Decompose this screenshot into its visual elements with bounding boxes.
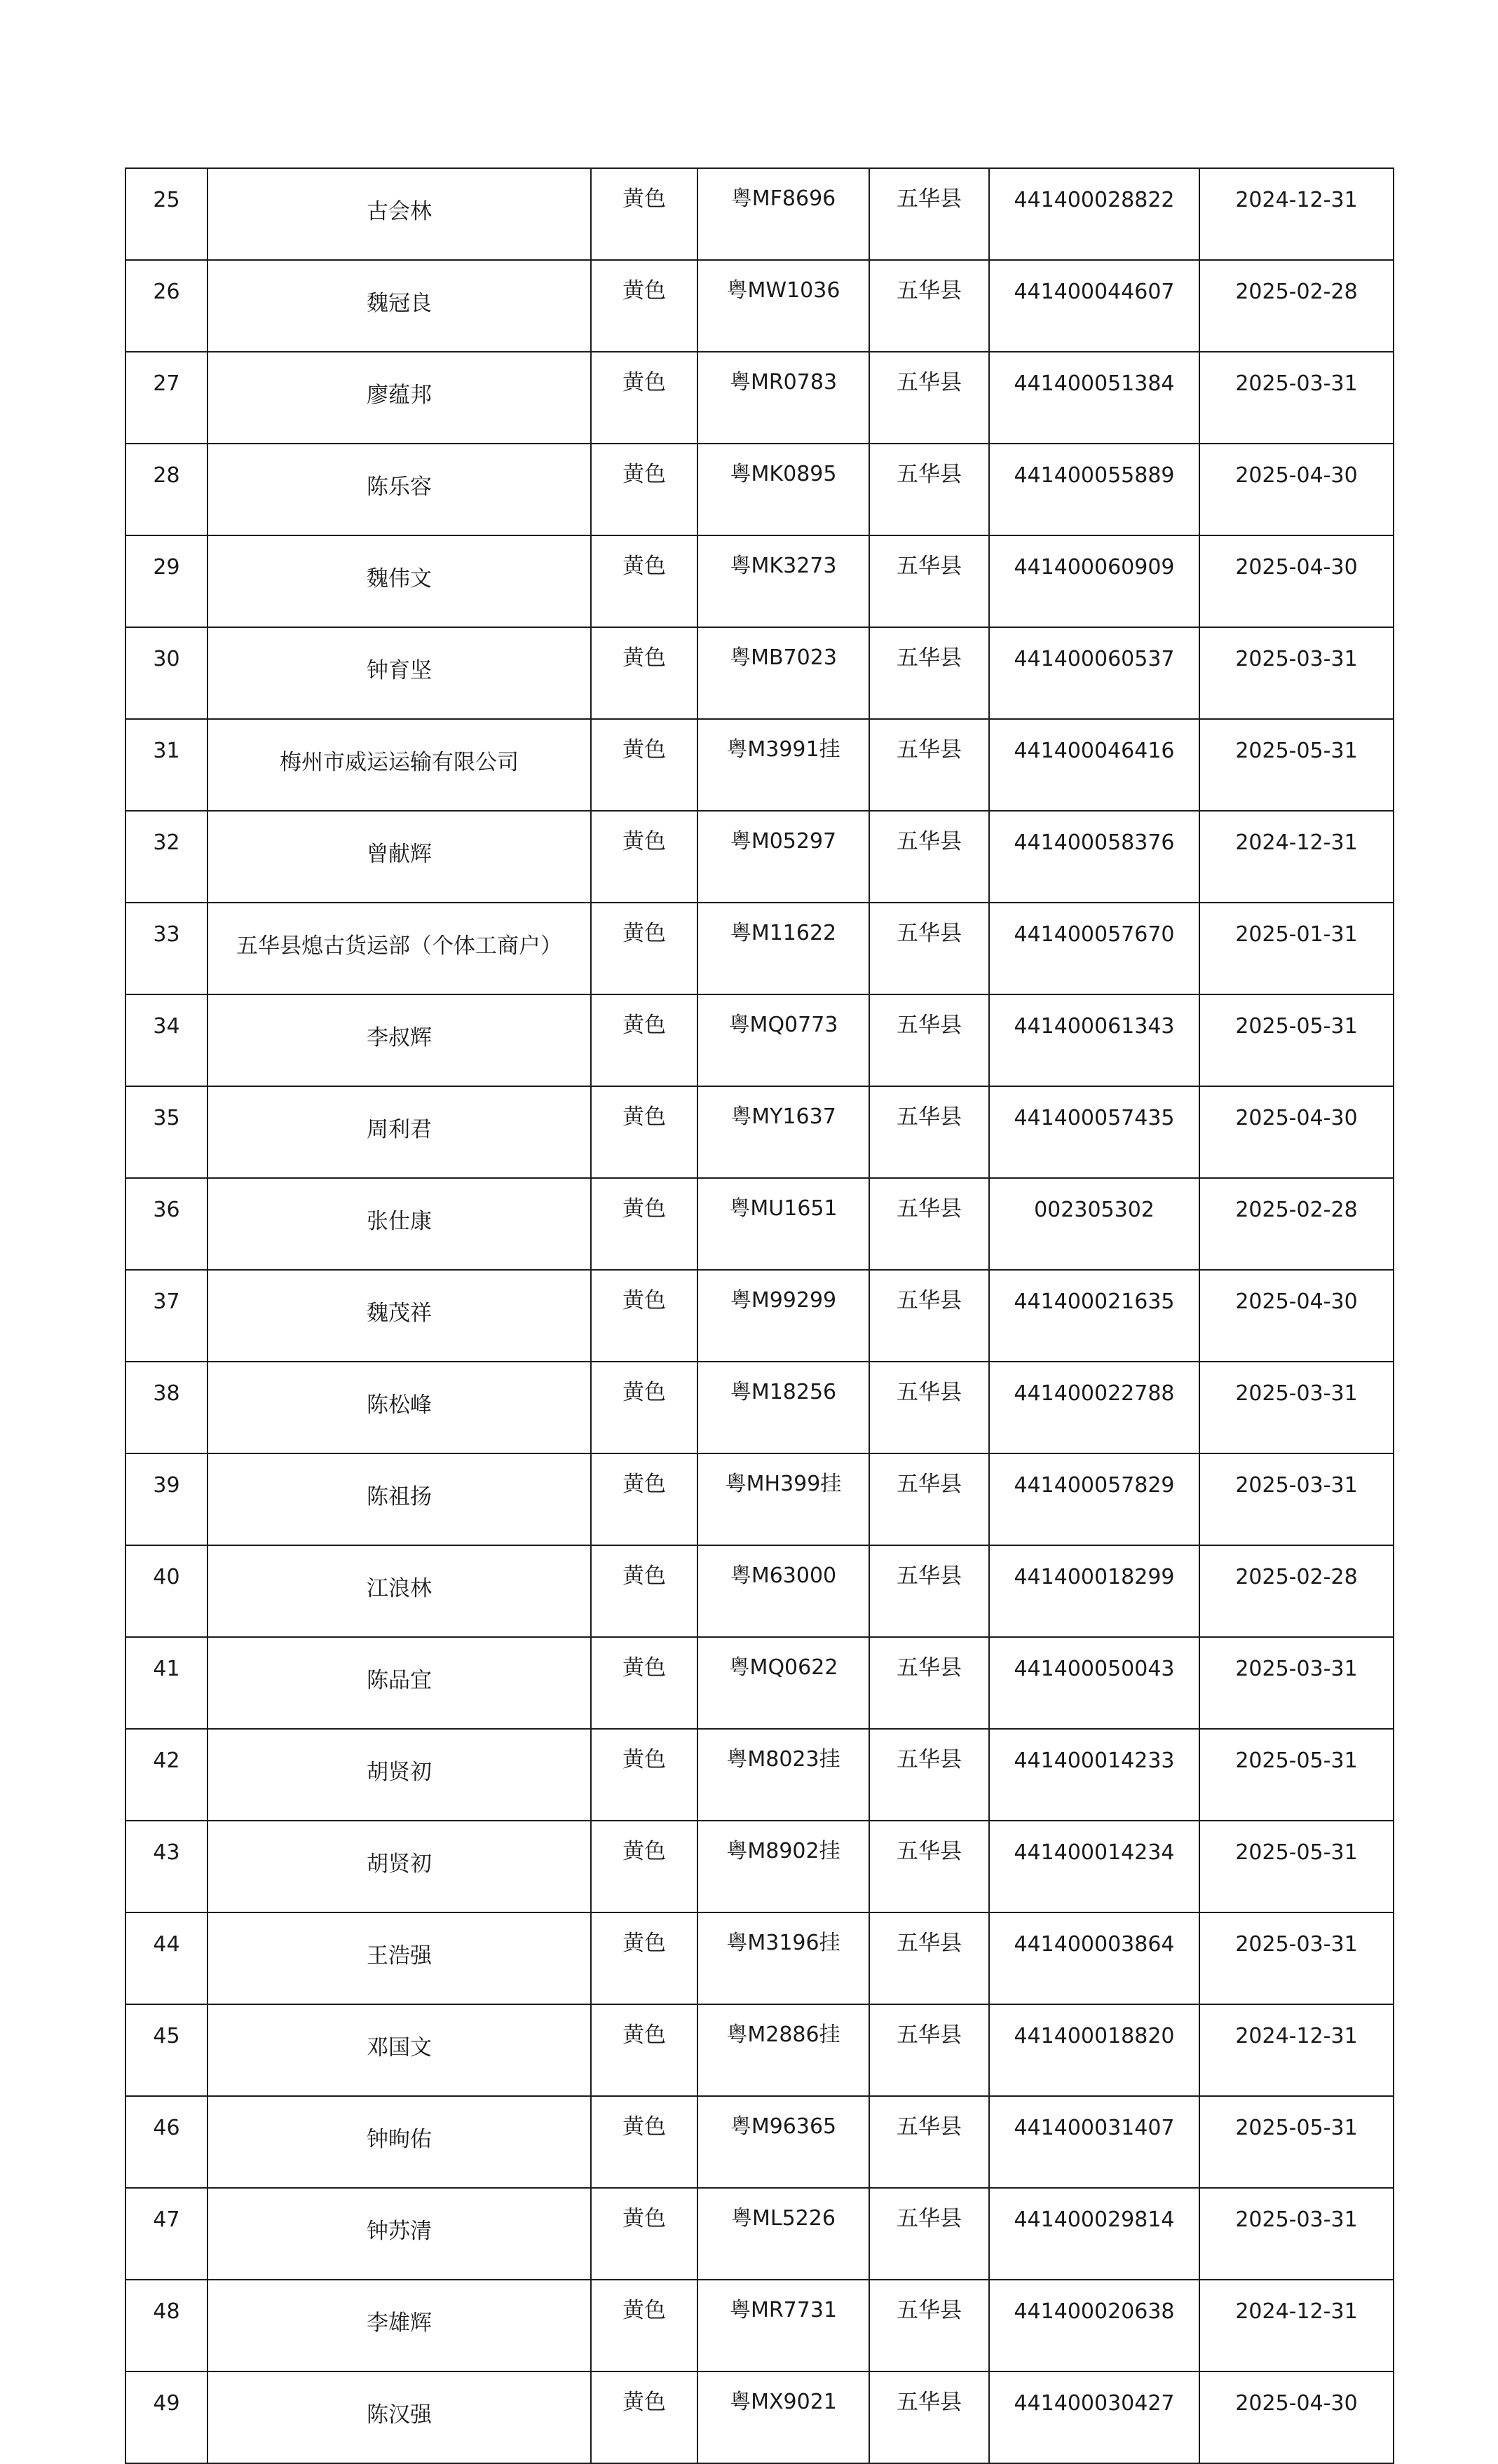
table-row	[125, 1270, 1394, 1362]
plate-color-cell: 黄色	[591, 2188, 697, 2280]
plate-number-cell: 粤MK3273	[697, 535, 869, 627]
permit-number-cell: 441400046416	[989, 719, 1199, 811]
permit-number-cell: 441400055889	[989, 444, 1199, 535]
table-row	[125, 2371, 1394, 2463]
expiry-date-cell: 2025-04-30	[1199, 1270, 1394, 1362]
expiry-date-cell: 2025-02-28	[1199, 1545, 1394, 1637]
row-number-cell: 27	[125, 352, 207, 444]
plate-number-cell: 粤M96365	[697, 2096, 869, 2188]
plate-number-cell: 粤MH399挂	[697, 1453, 869, 1545]
expiry-date-cell: 2025-05-31	[1199, 1729, 1394, 1821]
plate-color-cell: 黄色	[591, 1545, 697, 1637]
plate-color-cell: 黄色	[591, 627, 697, 719]
plate-number-cell: 粤MY1637	[697, 1086, 869, 1178]
plate-number-cell: 粤MR0783	[697, 352, 869, 444]
county-cell: 五华县	[869, 1821, 989, 1912]
owner-name-cell: 魏茂祥	[207, 1270, 591, 1362]
owner-name-cell: 陈品宜	[207, 1637, 591, 1729]
table-row	[125, 1821, 1394, 1912]
plate-number-cell: 粤MK0895	[697, 444, 869, 535]
permit-number-cell: 441400031407	[989, 2096, 1199, 2188]
row-number-cell: 42	[125, 1729, 207, 1821]
permit-number-cell: 441400014233	[989, 1729, 1199, 1821]
county-cell: 五华县	[869, 719, 989, 811]
permit-number-cell: 441400018299	[989, 1545, 1199, 1637]
plate-number-cell: 粤MQ0773	[697, 994, 869, 1086]
table-row	[125, 535, 1394, 627]
plate-color-cell: 黄色	[591, 2280, 697, 2371]
expiry-date-cell: 2025-01-31	[1199, 903, 1394, 994]
table-row	[125, 352, 1394, 444]
plate-color-cell: 黄色	[591, 352, 697, 444]
plate-color-cell: 黄色	[591, 535, 697, 627]
permit-number-cell: 441400057435	[989, 1086, 1199, 1178]
county-cell: 五华县	[869, 1086, 989, 1178]
plate-color-cell: 黄色	[591, 1821, 697, 1912]
county-cell: 五华县	[869, 1912, 989, 2004]
owner-name-cell: 曾献辉	[207, 811, 591, 903]
permit-number-cell: 441400051384	[989, 352, 1199, 444]
county-cell: 五华县	[869, 2280, 989, 2371]
permit-number-cell: 441400057670	[989, 903, 1199, 994]
owner-name-cell: 王浩强	[207, 1912, 591, 2004]
row-number-cell: 38	[125, 1362, 207, 1453]
table-row	[125, 627, 1394, 719]
plate-color-cell: 黄色	[591, 903, 697, 994]
row-number-cell: 30	[125, 627, 207, 719]
plate-color-cell: 黄色	[591, 719, 697, 811]
expiry-date-cell: 2025-04-30	[1199, 444, 1394, 535]
county-cell: 五华县	[869, 811, 989, 903]
county-cell: 五华县	[869, 2188, 989, 2280]
owner-name-cell: 梅州市威运运输有限公司	[207, 719, 591, 811]
row-number-cell: 33	[125, 903, 207, 994]
plate-number-cell: 粤MB7023	[697, 627, 869, 719]
permit-number-cell: 441400020638	[989, 2280, 1199, 2371]
owner-name-cell: 胡贤初	[207, 1729, 591, 1821]
row-number-cell: 34	[125, 994, 207, 1086]
roster-table-body	[125, 168, 1394, 2463]
permit-number-cell: 441400018820	[989, 2004, 1199, 2096]
plate-color-cell: 黄色	[591, 1178, 697, 1270]
county-cell: 五华县	[869, 1729, 989, 1821]
table-row	[125, 903, 1394, 994]
row-number-cell: 26	[125, 260, 207, 352]
owner-name-cell: 李雄辉	[207, 2280, 591, 2371]
plate-number-cell: 粤ML5226	[697, 2188, 869, 2280]
owner-name-cell: 江浪林	[207, 1545, 591, 1637]
plate-number-cell: 粤M8902挂	[697, 1821, 869, 1912]
plate-color-cell: 黄色	[591, 994, 697, 1086]
expiry-date-cell: 2025-05-31	[1199, 2096, 1394, 2188]
plate-number-cell: 粤M8023挂	[697, 1729, 869, 1821]
plate-color-cell: 黄色	[591, 2004, 697, 2096]
row-number-cell: 36	[125, 1178, 207, 1270]
expiry-date-cell: 2024-12-31	[1199, 2004, 1394, 2096]
table-row	[125, 2280, 1394, 2371]
county-cell: 五华县	[869, 1362, 989, 1453]
row-number-cell: 28	[125, 444, 207, 535]
plate-number-cell: 粤M18256	[697, 1362, 869, 1453]
owner-name-cell: 陈松峰	[207, 1362, 591, 1453]
row-number-cell: 32	[125, 811, 207, 903]
plate-color-cell: 黄色	[591, 2096, 697, 2188]
expiry-date-cell: 2025-04-30	[1199, 535, 1394, 627]
plate-number-cell: 粤MR7731	[697, 2280, 869, 2371]
owner-name-cell: 钟育坚	[207, 627, 591, 719]
county-cell: 五华县	[869, 2096, 989, 2188]
owner-name-cell: 陈乐容	[207, 444, 591, 535]
plate-number-cell: 粤MF8696	[697, 168, 869, 260]
owner-name-cell: 廖蕴邦	[207, 352, 591, 444]
expiry-date-cell: 2025-04-30	[1199, 1086, 1394, 1178]
plate-color-cell: 黄色	[591, 811, 697, 903]
expiry-date-cell: 2024-12-31	[1199, 2280, 1394, 2371]
plate-color-cell: 黄色	[591, 1912, 697, 2004]
plate-number-cell: 粤M3196挂	[697, 1912, 869, 2004]
table-row	[125, 719, 1394, 811]
row-number-cell: 49	[125, 2371, 207, 2463]
expiry-date-cell: 2025-02-28	[1199, 1178, 1394, 1270]
plate-color-cell: 黄色	[591, 1637, 697, 1729]
owner-name-cell: 钟苏清	[207, 2188, 591, 2280]
table-row	[125, 1362, 1394, 1453]
county-cell: 五华县	[869, 903, 989, 994]
row-number-cell: 46	[125, 2096, 207, 2188]
permit-number-cell: 441400044607	[989, 260, 1199, 352]
permit-number-cell: 441400022788	[989, 1362, 1199, 1453]
expiry-date-cell: 2025-05-31	[1199, 994, 1394, 1086]
permit-number-cell: 002305302	[989, 1178, 1199, 1270]
county-cell: 五华县	[869, 1637, 989, 1729]
permit-number-cell: 441400021635	[989, 1270, 1199, 1362]
row-number-cell: 39	[125, 1453, 207, 1545]
permit-number-cell: 441400057829	[989, 1453, 1199, 1545]
expiry-date-cell: 2024-12-31	[1199, 811, 1394, 903]
table-row	[125, 2004, 1394, 2096]
row-number-cell: 35	[125, 1086, 207, 1178]
county-cell: 五华县	[869, 1545, 989, 1637]
county-cell: 五华县	[869, 168, 989, 260]
row-number-cell: 37	[125, 1270, 207, 1362]
table-row	[125, 1086, 1394, 1178]
table-row	[125, 168, 1394, 260]
row-number-cell: 25	[125, 168, 207, 260]
table-row	[125, 1545, 1394, 1637]
table-row	[125, 1453, 1394, 1545]
table-row	[125, 444, 1394, 535]
plate-color-cell: 黄色	[591, 1270, 697, 1362]
plate-number-cell: 粤M3991挂	[697, 719, 869, 811]
row-number-cell: 31	[125, 719, 207, 811]
permit-number-cell: 441400014234	[989, 1821, 1199, 1912]
county-cell: 五华县	[869, 444, 989, 535]
plate-number-cell: 粤MW1036	[697, 260, 869, 352]
expiry-date-cell: 2025-03-31	[1199, 1362, 1394, 1453]
table-row	[125, 1729, 1394, 1821]
plate-color-cell: 黄色	[591, 260, 697, 352]
expiry-date-cell: 2025-03-31	[1199, 627, 1394, 719]
owner-name-cell: 魏伟文	[207, 535, 591, 627]
row-number-cell: 43	[125, 1821, 207, 1912]
plate-number-cell: 粤M2886挂	[697, 2004, 869, 2096]
owner-name-cell: 陈祖扬	[207, 1453, 591, 1545]
vehicle-roster-table	[125, 167, 1394, 2464]
permit-number-cell: 441400050043	[989, 1637, 1199, 1729]
row-number-cell: 41	[125, 1637, 207, 1729]
owner-name-cell: 邓国文	[207, 2004, 591, 2096]
county-cell: 五华县	[869, 1270, 989, 1362]
owner-name-cell: 魏冠良	[207, 260, 591, 352]
expiry-date-cell: 2025-05-31	[1199, 1821, 1394, 1912]
county-cell: 五华县	[869, 627, 989, 719]
row-number-cell: 45	[125, 2004, 207, 2096]
plate-number-cell: 粤M05297	[697, 811, 869, 903]
plate-number-cell: 粤MQ0622	[697, 1637, 869, 1729]
plate-color-cell: 黄色	[591, 1729, 697, 1821]
expiry-date-cell: 2025-03-31	[1199, 352, 1394, 444]
row-number-cell: 44	[125, 1912, 207, 2004]
county-cell: 五华县	[869, 535, 989, 627]
expiry-date-cell: 2025-03-31	[1199, 2188, 1394, 2280]
expiry-date-cell: 2025-03-31	[1199, 1453, 1394, 1545]
table-row	[125, 2188, 1394, 2280]
county-cell: 五华县	[869, 2004, 989, 2096]
permit-number-cell: 441400028822	[989, 168, 1199, 260]
permit-number-cell: 441400029814	[989, 2188, 1199, 2280]
county-cell: 五华县	[869, 352, 989, 444]
permit-number-cell: 441400030427	[989, 2371, 1199, 2463]
plate-number-cell: 粤M63000	[697, 1545, 869, 1637]
row-number-cell: 29	[125, 535, 207, 627]
owner-name-cell: 古会林	[207, 168, 591, 260]
plate-color-cell: 黄色	[591, 1086, 697, 1178]
owner-name-cell: 李叔辉	[207, 994, 591, 1086]
table-row	[125, 2096, 1394, 2188]
expiry-date-cell: 2025-04-30	[1199, 2371, 1394, 2463]
plate-color-cell: 黄色	[591, 444, 697, 535]
county-cell: 五华县	[869, 1453, 989, 1545]
plate-number-cell: 粤MU1651	[697, 1178, 869, 1270]
expiry-date-cell: 2025-02-28	[1199, 260, 1394, 352]
expiry-date-cell: 2025-03-31	[1199, 1637, 1394, 1729]
plate-color-cell: 黄色	[591, 1453, 697, 1545]
expiry-date-cell: 2024-12-31	[1199, 168, 1394, 260]
owner-name-cell: 胡贤初	[207, 1821, 591, 1912]
permit-number-cell: 441400060909	[989, 535, 1199, 627]
county-cell: 五华县	[869, 1178, 989, 1270]
permit-number-cell: 441400060537	[989, 627, 1199, 719]
table-row	[125, 994, 1394, 1086]
plate-color-cell: 黄色	[591, 168, 697, 260]
expiry-date-cell: 2025-03-31	[1199, 1912, 1394, 2004]
county-cell: 五华县	[869, 994, 989, 1086]
row-number-cell: 48	[125, 2280, 207, 2371]
owner-name-cell: 陈汉强	[207, 2371, 591, 2463]
owner-name-cell: 周利君	[207, 1086, 591, 1178]
plate-number-cell: 粤MX9021	[697, 2371, 869, 2463]
plate-number-cell: 粤M11622	[697, 903, 869, 994]
row-number-cell: 40	[125, 1545, 207, 1637]
owner-name-cell: 张仕康	[207, 1178, 591, 1270]
table-row	[125, 1912, 1394, 2004]
plate-color-cell: 黄色	[591, 2371, 697, 2463]
plate-number-cell: 粤M99299	[697, 1270, 869, 1362]
permit-number-cell: 441400058376	[989, 811, 1199, 903]
row-number-cell: 47	[125, 2188, 207, 2280]
table-row	[125, 1178, 1394, 1270]
county-cell: 五华县	[869, 2371, 989, 2463]
expiry-date-cell: 2025-05-31	[1199, 719, 1394, 811]
table-row	[125, 1637, 1394, 1729]
table-row	[125, 260, 1394, 352]
permit-number-cell: 441400003864	[989, 1912, 1199, 2004]
table-row	[125, 811, 1394, 903]
plate-color-cell: 黄色	[591, 1362, 697, 1453]
permit-number-cell: 441400061343	[989, 994, 1199, 1086]
county-cell: 五华县	[869, 260, 989, 352]
owner-name-cell: 五华县熄古货运部（个体工商户）	[207, 903, 591, 994]
owner-name-cell: 钟昫佑	[207, 2096, 591, 2188]
